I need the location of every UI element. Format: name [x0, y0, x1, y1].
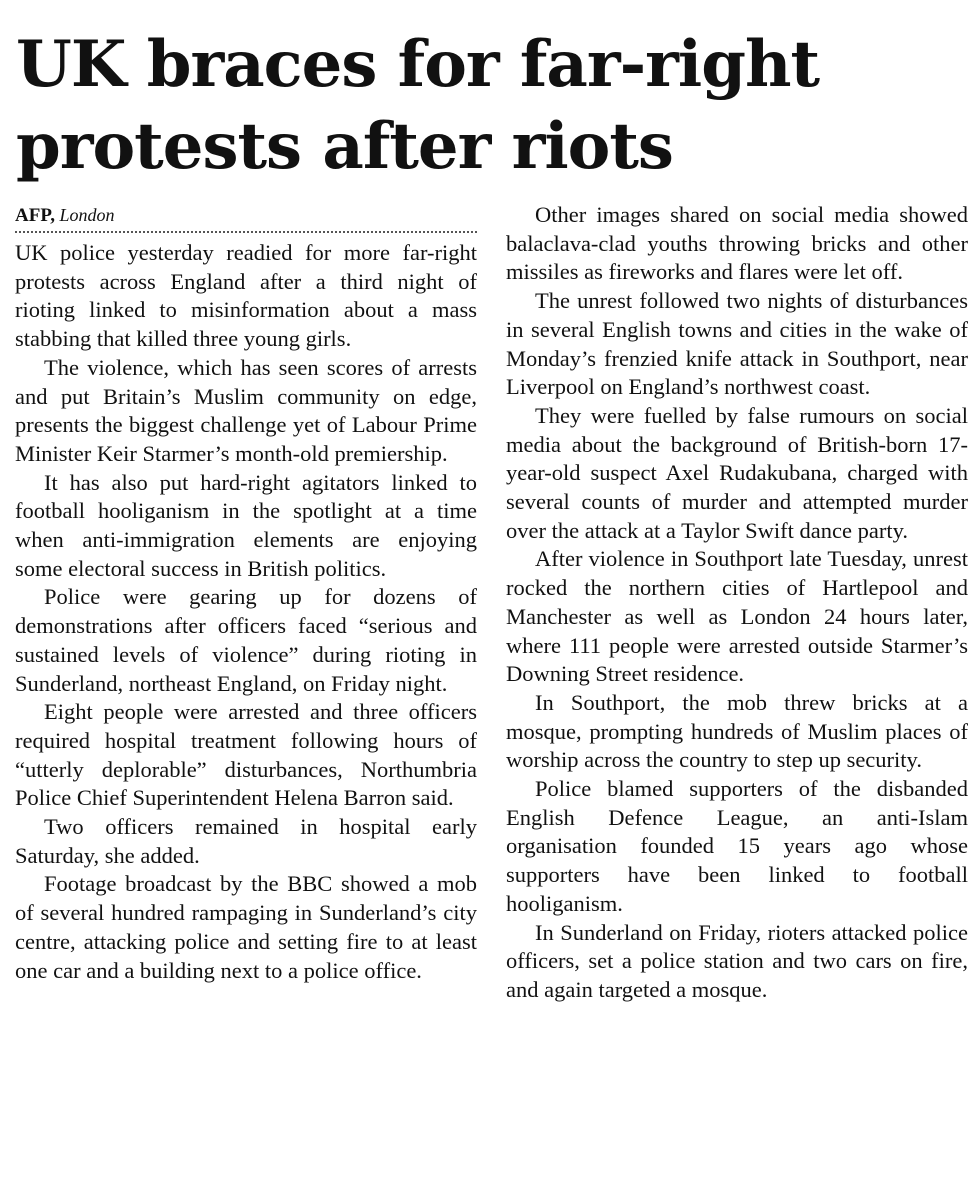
- paragraph: Eight people were arrested and three officers required hospital treatment following hours of “utterly deplorable” disturbances, Northumbria Police Chief Superintendent Helena Barron said.: [15, 699, 477, 811]
- headline-line-2: protests after riots: [16, 109, 673, 184]
- paragraph: Police blamed supporters of the disbanded English Defence League, an anti-Islam organisation founded 15 years ago whose supporters have been linked to football hooliganism.: [506, 776, 968, 916]
- byline-agency: AFP,: [15, 205, 55, 226]
- paragraph: The violence, which has seen scores of arrests and put Britain’s Muslim community on edge, presents the biggest challenge yet of Labour Prime Minister Keir Starmer’s month-old premiership.: [15, 354, 477, 466]
- paragraph: The unrest followed two nights of disturbances in several English towns and cities in the wake of Monday’s frenzied knife attack in Southport, near Liverpool on England’s northwest coast.: [506, 288, 968, 400]
- article-column-left: [15, 201, 477, 985]
- paragraph: Other images shared on social media showed balaclava-clad youths throwing bricks and other missiles as fireworks and flares were let off.: [506, 202, 968, 285]
- paragraph: UK police yesterday readied for more far-right protests across England after a third night of rioting linked to misinformation about a mass stabbing that killed three young girls.: [15, 240, 477, 352]
- paragraph: In Southport, the mob threw bricks at a mosque, prompting hundreds of Muslim places of worship across the country to step up security.: [506, 689, 968, 773]
- headline-line-1: UK braces for far-right: [16, 27, 820, 102]
- byline-location: London: [59, 205, 115, 225]
- paragraph: Two officers remained in hospital early Saturday, she added.: [15, 814, 477, 868]
- paragraph: Footage broadcast by the BBC showed a mob of several hundred rampaging in Sunderland’s city centre, attacking police and setting fire to at least one car and a building next to a police office.: [15, 871, 477, 983]
- paragraph: Police were gearing up for dozens of demonstrations after officers faced “serious and sustained levels of violence” during rioting in Sunderland, northeast England, on Friday night.: [15, 584, 477, 696]
- headline: [16, 24, 966, 188]
- paragraph: It has also put hard-right agitators linked to football hooliganism in the spotlight at a time when anti-immigration elements are enjoying some electoral success in British politics.: [15, 469, 477, 581]
- byline: [15, 201, 477, 233]
- paragraph: After violence in Southport late Tuesday, unrest rocked the northern cities of Hartlepool and Manchester as well as London 24 hours later, where 111 people were arrested outside Starmer’s Downing Street residence.: [506, 546, 968, 687]
- paragraph: They were fuelled by false rumours on social media about the background of British-born 17-year-old suspect Axel Rudakubana, charged with several counts of murder and attempted murder over the attack at a Taylor Swift dance party.: [506, 402, 968, 543]
- article-column-right: [506, 201, 968, 1005]
- paragraph: In Sunderland on Friday, rioters attacked police officers, set a police station and two cars on fire, and again targeted a mosque.: [506, 919, 968, 1002]
